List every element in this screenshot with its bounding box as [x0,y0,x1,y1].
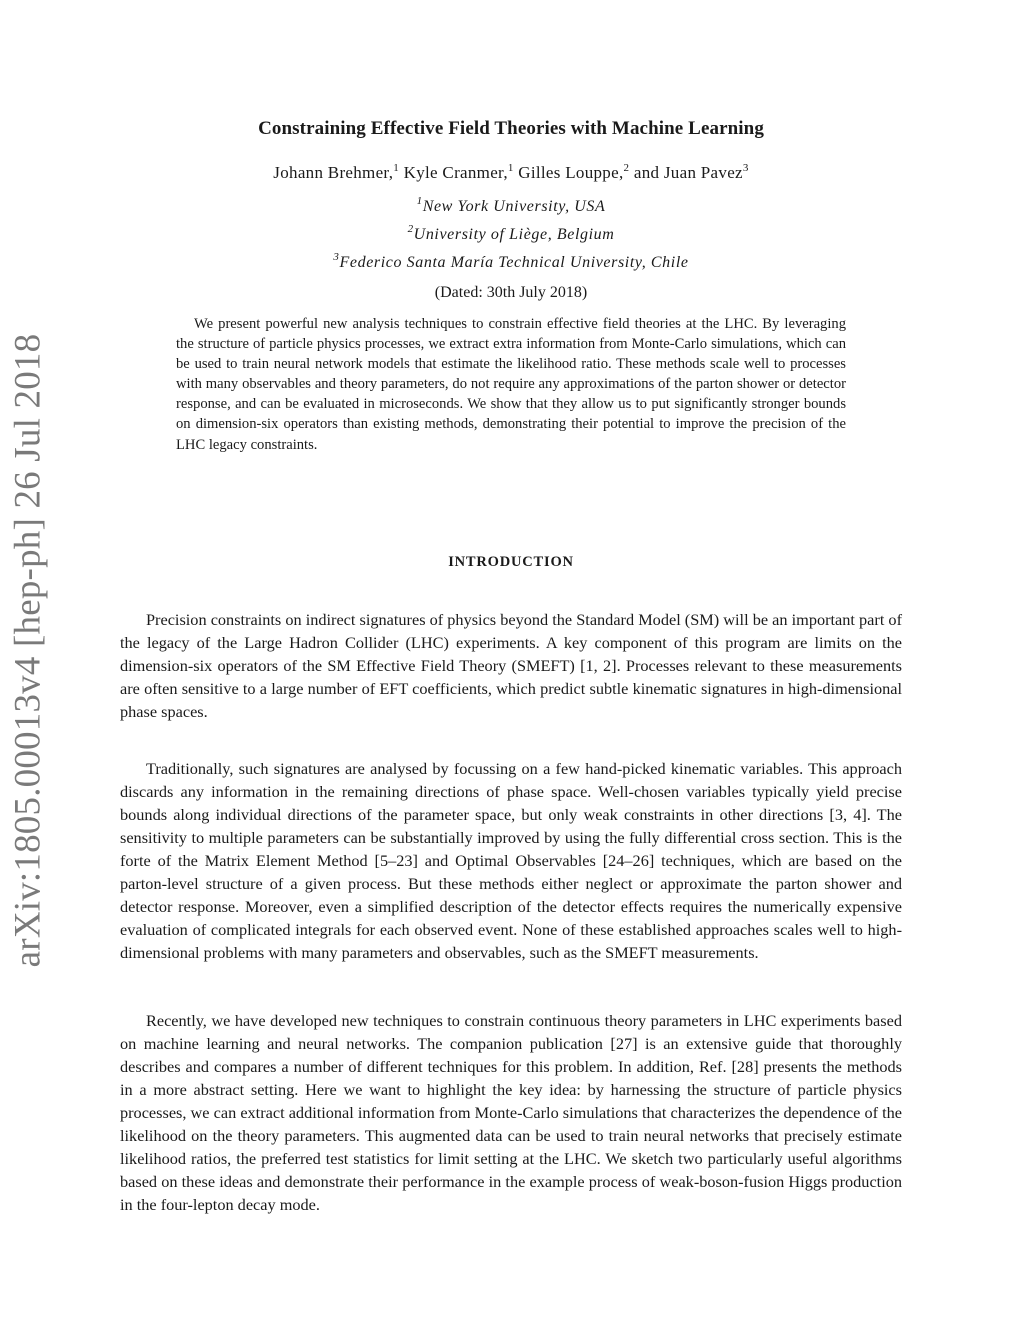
body-paragraph: Precision constraints on indirect signatures of physics beyond the Standard Model (SM) will be an important part of the legacy of the Large Hadron Collider (LHC) experiments. A key component of this program are limits on the dimension-six operators of the SM Effective Field Theory (SMEFT) [1, 2]. Processes relevant to these measurements are often sensitive to a large number of EFT coefficients, which predict subtle kinematic signatures in high-dimensional phase spaces. [120,610,902,721]
affiliation [120,195,902,216]
paper-title: Constraining Effective Field Theories with Machine Learning [258,118,764,139]
body-paragraph: Recently, we have developed new techniques to constrain continuous theory parameters in LHC experiments based on machine learning and neural networks. The companion publication [27] is an extensive guide that thoroughly describes and compares a number of different techniques for this problem. In addition, Ref. [28] presents the methods in a more abstract setting. Here we want to highlight the key idea: by harnessing the structure of particle physics processes, we can extract additional information from Monte-Carlo simulations that characterizes the dependence of the likelihood on the theory parameters. This augmented data can be used to train neural networks that precisely estimate likelihood ratios, the preferred test statistics for limit setting at the LHC. We sketch two particularly useful algorithms based on these ideas and demonstrate their performance in the example process of weak-boson-fusion Higgs production in the four-lepton decay mode. [120,1011,902,1214]
affiliation-number: 3 [333,251,340,263]
affiliation-text: University of Liège, Belgium [413,226,615,243]
author-affiliation-mark: 1 [393,162,400,174]
author-affiliation-mark: 1 [507,162,514,174]
arxiv-identifier: arXiv:1805.00013v4 [hep-ph] 26 Jul 2018 [7,333,49,967]
affiliation [120,251,902,272]
author-name: and Juan Pavez [633,163,743,182]
body-paragraph: Traditionally, such signatures are analysed by focussing on a few hand-picked kinematic variables. This approach discards any information in the remaining directions of phase space. Well-chosen variables typically yield precise bounds along individual directions of the parameter space, but only weak constraints in other directions [3, 4]. The sensitivity to multiple parameters can be substantially improved by using the fully differential cross section. This is the forte of the Matrix Element Method [5–23] and Optimal Observables [24–26] techniques, which are based on the parton-level structure of a given process. But these methods either neglect or approximate the parton shower and detector response. Moreover, even a simplified description of the detector effects requires the numerically expensive evaluation of complicated integrals for each observed event. None of these established approaches scales well to high-dimensional problems with many parameters and observables, such as the SMEFT measurements. [120,759,902,962]
abstract: We present powerful new analysis techniques to constrain effective field theories at the LHC. By leveraging the structure of particle physics processes, we extract extra information from Monte-Carlo simulations, which can be used to train neural network models that estimate the likelihood ratio. These methods scale well to processes with many observables and theory parameters, do not require any approximations of the parton shower or detector response, and can be evaluated in microseconds. We show that they allow us to put significantly stronger bounds on dimension-six operators than existing methods, demonstrating their potential to improve the precision of the LHC legacy constraints. [176,316,846,453]
author-name: Gilles Louppe, [518,163,624,182]
affiliation-text: New York University, USA [422,198,606,215]
date-line: (Dated: 30th July 2018) [434,284,588,301]
affiliation-text: Federico Santa María Technical University, Chile [339,254,689,271]
author-name: Kyle Cranmer, [403,163,508,182]
affiliation-number: 2 [407,223,414,235]
author-name: Johann Brehmer, [273,163,394,182]
affiliation-number: 1 [416,195,423,207]
arxiv-stamp [6,333,50,967]
author-list [120,163,902,183]
section-heading: INTRODUCTION [448,554,574,570]
affiliation [120,223,902,244]
author-affiliation-mark: 2 [623,162,630,174]
author-affiliation-mark: 3 [742,162,749,174]
